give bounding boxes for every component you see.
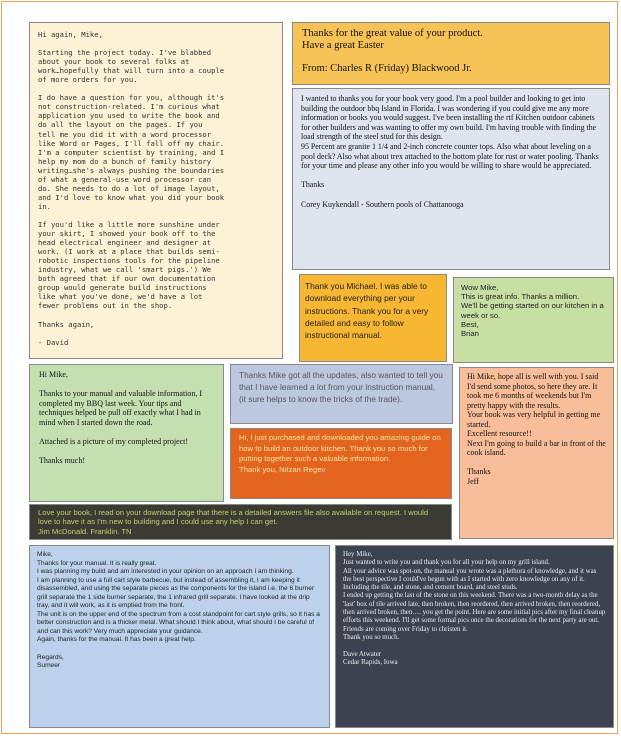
testimonial-text: Love your book, I read on your download page that there is a detailed answers file also available on request. I would love to have it as I'm new to building and I could use any help I can get. Jim McDonald. Franklin. TN	[38, 508, 429, 536]
testimonial-jeff	[459, 367, 614, 539]
testimonial-text: Thank you Michael. I was able to download everything per your instructions. Thank you for a very detailed and easy to follow instructional manual.	[305, 281, 429, 341]
testimonial-text: Hi Mike, hope all is well with you. I said I'd send some photos, so here they are. It took me 6 months of weekends but I'm pretty happy with the results. Your book was very helpful in getting me started. Excellent resource!! Next I'm going to build a bar in front of the cook island. Thanks Jeff	[467, 372, 606, 486]
testimonial-text: Hi Mike, Thanks to your manual and valuable information, I completed my BBQ last week. Your tips and techniques helped be pull off exactly what I had in mind when I started down the road. Attached is a picture of my completed project! Thanks much!	[39, 370, 203, 465]
testimonial-brian	[453, 277, 614, 363]
testimonial-text: Hey Mike, Just wanted to write you and thank you for all your help on my grill island. All your advice was spot-on, the manual you wrote was a plethora of knowledge, and it was the best perspective I could've begun with as I started with zero knowledge on any of it. Including the tile, and stone, and cement board, and steel studs. I ended up getting the last of the stone on this weekend. There was a two-month delay as the 'last' box of tile arrived late, then broken, then reordered, then arrived broken, then reordered, then arrived broken, then…. you get the point. Here are some initial pics after my final cleanup efforts this weekend. I'll get some formal pics once the decorations for the next party are out. Friends are coming over Friday to christen it. Thank you so much. Dave Atwater Cedar Rapids, Iowa	[343, 551, 606, 666]
testimonial-jim	[29, 504, 452, 540]
testimonial-text: Thanks for the great value of your product. Have a great Easter From: Charles R (Friday) Blackwood Jr.	[302, 28, 483, 74]
testimonial-nitzan	[230, 428, 452, 499]
testimonial-dave	[335, 545, 614, 728]
testimonial-text: Hi, I just purchased and downloaded you amazing guide on how to build an outdoor kitchen. Thank you so much for putting together such a valuable information. Thank you, Nitzan Regev	[239, 433, 441, 474]
testimonial-bbq	[29, 364, 224, 502]
testimonial-text: Hi again, Mike, Starting the project today. I've blabbed about your book to several folks at work…hopefully that will turn into a couple of more orders for you. I do have a question for you, although it's not construction-related. I'm curious what application you used to write the book and do all the layout on the pages. If you tell me you did it with a word processor like Word or Pages, I'll fall off my chair. I'm a computer scientist by training, and I help my mom do a bunch of family history writing…she's always pushing the boundaries of what a general-use word processor can do. She needs to do a lot of image layout, and I'd love to know what you did your book in. If you'd like a little more sunshine under your skirt, I showed your book off to the head electrical engineer and designer at work. (I work at a place that builds semi- robotic inspections tools for the pipeline industry, what we call 'smart pigs.') We both agreed that if our own documentation group would generate build instructions like what you've done, we'd have a lot fewer problems out in the shop. Thanks again, - David	[38, 30, 225, 347]
testimonial-sumeer	[29, 545, 330, 728]
testimonial-text: Wow Mike, This is great info. Thanks a million. We'll be getting started on our kitchen in a week or so. Best, Brian	[461, 283, 604, 339]
testimonial-text: I wanted to thanks you for your book very good. I'm a pool builder and looking to get into building the outdoor bbq Island in Florida. I was wondering if you could give me any more information or books you would suggest. I've been installing the rtf Kitchen outdoor cabinets for other builders and was wanting to offer my own build. I'm having trouble with finding the load strength of the steel stud for this design. 95 Percent are granite 1 1/4 and 2-inch concrete counter tops. Also what about leveling on a pool deck? Also what about trex attached to the bottom plate for rust or water pooling. Thanks for your time and please any other info you would be willing to share would be appreciated. Thanks Corey Kuykendall - Southern pools of Chattanooga	[301, 94, 599, 209]
testimonial-charles	[292, 22, 610, 85]
testimonial-corey	[292, 88, 610, 270]
testimonial-text: Thanks Mike got all the updates, also wanted to tell you that I have learned a lot from your instruction manual, (it sure helps to know the tricks of the trade).	[239, 370, 443, 404]
testimonial-david	[29, 22, 283, 359]
testimonial-text: Mike, Thanks for your manual. It is really great. I was planning my build and am interested in your opinion on an approach I am thinking. I am planning to use a full cart style barbecue, but instead of assembling it, I am keeping it disassembled, and using the separate pieces as the components for the island i.e. the 6 burner grill separate the 1 side burner separate, the 1 infrared grill separate. I have looked at the drip tray, and it will work, as it is emptied from the front. The unit is on the upper end of the spectrum from a cost standpoint for cart style grills, so it has a better construction and is a thicker metal. What should I think about, what should I be careful of and can this work? Very much appreciate your guidance. Again, thanks for the manual. It has been a great help. Regards, Sumeer	[37, 551, 320, 670]
testimonial-updates	[230, 364, 453, 424]
testimonial-download	[299, 274, 447, 362]
